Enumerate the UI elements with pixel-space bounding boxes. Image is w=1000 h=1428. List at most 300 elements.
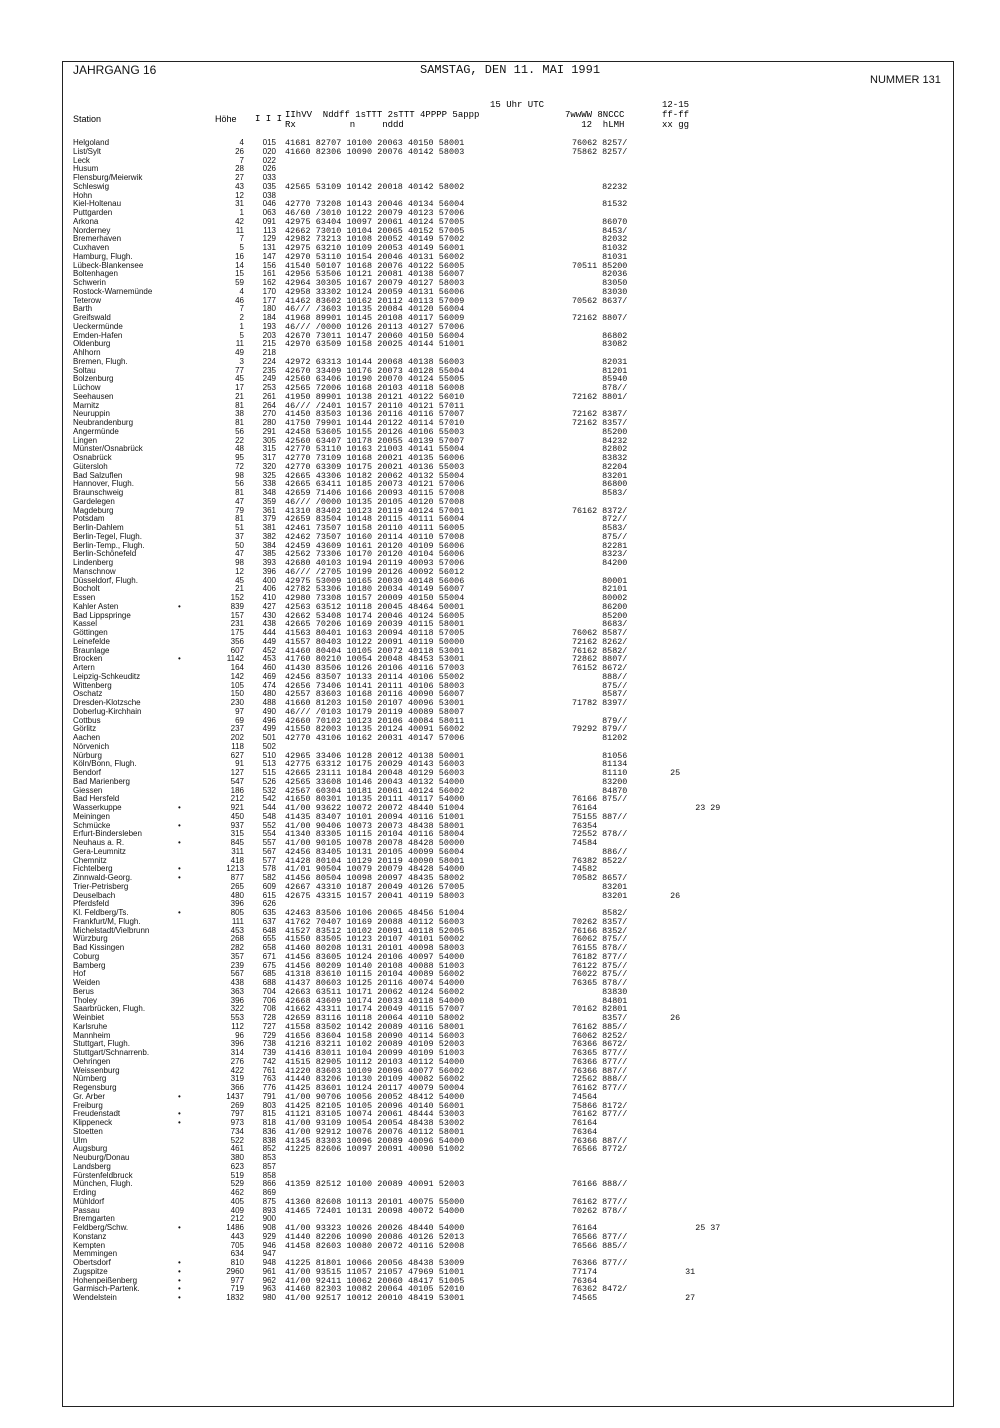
- station-height: 81: [235, 400, 244, 410]
- weather-cloud-groups: 77174: [572, 1266, 598, 1277]
- observation-groups: 42565 33608 10146 20043 40132 54000: [285, 776, 465, 787]
- station-height: 1: [239, 321, 244, 331]
- station-height: 95: [235, 453, 244, 462]
- station-height: 164: [230, 663, 244, 672]
- observation-groups: 42659 83504 10148 20115 40111 56004: [285, 514, 465, 525]
- station-height: 212: [230, 794, 244, 804]
- weather-cloud-groups: 86800: [572, 479, 628, 490]
- weather-cloud-groups: 70262 8357/: [572, 916, 628, 927]
- mountain-marker: •: [178, 1223, 181, 1232]
- station-index: 557: [262, 838, 276, 847]
- station-index: 253: [262, 383, 276, 392]
- observation-groups: 42463 83506 10106 20065 48456 51004: [285, 908, 465, 918]
- station-height: 142: [230, 671, 244, 681]
- station-name: Erding: [73, 1188, 97, 1197]
- station-height: 28: [235, 164, 244, 174]
- station-name: Doberlug-Kirchhain: [73, 706, 142, 716]
- observation-groups: 42964 30305 10167 20079 40127 58003: [285, 278, 465, 288]
- station-height: 43: [235, 181, 244, 191]
- station-index: 626: [262, 899, 276, 909]
- mountain-marker: •: [178, 1284, 181, 1294]
- table-row: [0, 690, 1000, 699]
- station-name: Bocholt: [73, 584, 100, 594]
- station-height: 7: [239, 234, 244, 244]
- station-index: 980: [262, 1293, 276, 1302]
- station-index: 035: [262, 181, 276, 191]
- station-height: 319: [230, 1074, 244, 1084]
- station-height: 105: [230, 680, 244, 690]
- station-index: 162: [262, 278, 276, 287]
- station-height: 46: [235, 295, 244, 305]
- table-row: [0, 1058, 1000, 1067]
- station-index: 803: [262, 1100, 276, 1110]
- observation-groups: 42662 53408 10174 20046 40124 56005: [285, 610, 465, 621]
- station-name: Tholey: [73, 995, 98, 1005]
- weather-cloud-groups: 86200: [572, 601, 628, 612]
- station-name: Bad Lippspringe: [73, 610, 131, 620]
- station-height: 14: [235, 260, 244, 270]
- observation-groups: 42770 53110 10163 21003 40141 55004: [285, 444, 465, 455]
- station-name: Weiden: [73, 978, 100, 987]
- table-row: [0, 1207, 1000, 1216]
- station-name: Münster/Osnabrück: [73, 444, 143, 454]
- station-name: Coburg: [73, 951, 100, 961]
- observation-groups: 41359 82512 10100 20089 40091 52003: [285, 1179, 465, 1190]
- station-height: 705: [230, 1240, 244, 1250]
- observation-groups: 42659 83116 10118 20064 40110 58002: [285, 1013, 465, 1023]
- weather-cloud-groups: 74584: [572, 838, 598, 848]
- station-name: Feldberg/Schw.: [73, 1223, 129, 1232]
- observation-groups: 41440 82206 10090 20086 40126 52013: [285, 1231, 465, 1242]
- col-observations: IIhVV Nddff 1sTTT 2sTTT 4PPPP 5appp Rx n nddd: [285, 110, 480, 130]
- table-row: [0, 638, 1000, 647]
- observation-groups: 41968 89901 10145 20108 40117 56009: [285, 313, 465, 323]
- station-name: Berlin-Tegel, Flugh.: [73, 531, 142, 541]
- station-height: 31: [235, 199, 244, 209]
- station-height: 282: [230, 943, 244, 952]
- station-name: Lübeck-Blankensee: [73, 260, 144, 270]
- observation-groups: 42975 53009 10165 20030 40148 56006: [285, 575, 465, 586]
- station-height: 56: [235, 426, 244, 436]
- station-index: 427: [262, 601, 276, 611]
- weather-cloud-groups: 83830: [572, 986, 628, 997]
- station-height: 230: [230, 698, 244, 707]
- station-name: Angermünde: [73, 426, 119, 436]
- station-height: 5: [239, 330, 244, 340]
- weather-cloud-groups: 83201: [572, 890, 628, 901]
- station-index: 496: [262, 715, 276, 725]
- station-height: 98: [235, 558, 244, 567]
- table-row: [0, 997, 1000, 1006]
- station-name: Braunlage: [73, 645, 110, 655]
- station-index: 015: [262, 138, 276, 147]
- observation-groups: 42563 63512 10118 20045 48464 50001: [285, 601, 465, 612]
- observation-groups: 41/00 92912 10076 20076 40112 58001: [285, 1126, 465, 1137]
- station-index: 400: [262, 575, 276, 585]
- weather-cloud-groups: 82204: [572, 461, 628, 472]
- station-height: 47: [235, 549, 244, 559]
- table-row: [0, 1014, 1000, 1023]
- station-index: 379: [262, 514, 276, 524]
- station-name: Deuselbach: [73, 890, 116, 900]
- mountain-marker: •: [178, 820, 181, 830]
- station-index: 156: [262, 260, 276, 270]
- station-height: 127: [230, 768, 244, 777]
- weather-cloud-groups: 76062 875//: [572, 934, 628, 945]
- station-index: 815: [262, 1109, 276, 1119]
- observation-groups: 41540 50107 10168 20076 40122 56005: [285, 260, 465, 271]
- station-height: 59: [235, 278, 244, 287]
- table-row: [0, 787, 1000, 796]
- weather-cloud-groups: 76365 878//: [572, 978, 628, 988]
- weather-cloud-groups: 76155 878//: [572, 943, 628, 953]
- station-height: 97: [235, 706, 244, 716]
- station-height: 38: [235, 409, 244, 419]
- table-row: [0, 332, 1000, 341]
- weather-cloud-groups: 76364: [572, 1126, 598, 1137]
- table-row: [0, 1233, 1000, 1242]
- weather-cloud-groups: 85200: [572, 426, 628, 437]
- weather-cloud-groups: 84801: [572, 995, 628, 1006]
- mountain-marker: •: [178, 1275, 181, 1285]
- table-row: [0, 813, 1000, 822]
- observation-groups: 42668 43609 10174 20033 40118 54000: [285, 995, 465, 1006]
- table-row: [0, 428, 1000, 437]
- observation-groups: 41656 83604 10158 20090 40114 56003: [285, 1030, 465, 1041]
- station-index: 866: [262, 1179, 276, 1189]
- station-name: Nürnberg: [73, 1074, 107, 1084]
- station-index: 554: [262, 829, 276, 839]
- observation-groups: 42461 73507 10158 20110 40111 56005: [285, 523, 465, 533]
- station-index: 853: [262, 1153, 276, 1162]
- station-index: 147: [262, 251, 276, 261]
- station-index: 893: [262, 1205, 276, 1215]
- station-index: 962: [262, 1275, 276, 1285]
- station-name: Schleswig: [73, 181, 110, 191]
- station-name: Fürstenfeldbruck: [73, 1170, 133, 1180]
- station-index: 947: [262, 1249, 276, 1259]
- station-index: 022: [262, 155, 276, 165]
- observation-groups: 41760 80210 10054 20048 48453 53001: [285, 654, 465, 665]
- station-index: 091: [262, 216, 276, 226]
- station-index: 026: [262, 164, 276, 174]
- table-row: [0, 612, 1000, 621]
- station-name: Bad Kissingen: [73, 943, 125, 952]
- station-height: 49: [235, 348, 244, 357]
- station-height: 16: [235, 251, 244, 261]
- station-index: 858: [262, 1170, 276, 1180]
- observation-groups: 46/// /3603 10135 20084 40120 56004: [285, 304, 465, 315]
- table-row: [0, 962, 1000, 971]
- observation-groups: 41225 82606 10097 20091 40090 51002: [285, 1144, 465, 1155]
- table-row: [0, 699, 1000, 708]
- station-height: 81: [235, 418, 244, 427]
- observation-groups: 41121 83105 10074 20061 48444 53003: [285, 1109, 465, 1120]
- station-name: Gütersloh: [73, 461, 108, 471]
- weather-cloud-groups: 86070: [572, 216, 628, 227]
- station-index: 706: [262, 995, 276, 1005]
- observation-groups: 41550 82003 10135 20124 40091 56002: [285, 724, 465, 735]
- observation-groups: 42965 33406 10128 20012 40138 50001: [285, 750, 465, 761]
- col-weather-cloud: 7wwWW 8NCCC 12 hLMH: [565, 110, 625, 130]
- weather-cloud-groups: 82232: [572, 181, 628, 192]
- station-height: 805: [230, 908, 244, 917]
- table-row: [0, 200, 1000, 209]
- observation-groups: 46/60 /3010 10122 20079 40123 57006: [285, 208, 465, 218]
- station-height: 567: [230, 969, 244, 979]
- weather-cloud-groups: 83030: [572, 286, 628, 297]
- table-row: [0, 542, 1000, 551]
- observation-groups: 41456 80504 10098 20097 48435 58002: [285, 873, 465, 883]
- station-height: 314: [230, 1048, 244, 1057]
- weather-cloud-groups: 84232: [572, 435, 628, 446]
- observation-groups: 42660 70102 10123 20106 40084 58011: [285, 715, 465, 726]
- station-height: 627: [230, 750, 244, 760]
- table-row: [0, 253, 1000, 262]
- station-name: München, Flugh.: [73, 1179, 133, 1189]
- station-index: 685: [262, 969, 276, 979]
- observation-groups: 42665 43306 10182 20062 40132 55004: [285, 470, 465, 481]
- station-name: Lingen: [73, 435, 98, 445]
- observation-groups: 41360 82608 10113 20101 40075 55000: [285, 1196, 465, 1207]
- table-row: [0, 760, 1000, 769]
- observation-groups: 41450 83503 10136 20116 40116 57007: [285, 409, 465, 420]
- table-row: [0, 1145, 1000, 1154]
- date-label: SAMSTAG, DEN 11. MAI 1991: [420, 63, 601, 77]
- table-row: [0, 1189, 1000, 1198]
- station-name: Leck: [73, 155, 90, 165]
- station-name: Kempten: [73, 1240, 106, 1250]
- table-row: [0, 340, 1000, 349]
- observation-groups: 42462 73507 10160 20114 40110 57008: [285, 531, 465, 542]
- station-name: Hohenpeißenberg: [73, 1275, 138, 1285]
- station-index: 963: [262, 1284, 276, 1294]
- station-name: Nörvenich: [73, 741, 110, 751]
- station-index: 578: [262, 864, 276, 874]
- station-index: 385: [262, 549, 276, 559]
- station-index: 852: [262, 1144, 276, 1154]
- table-row: [0, 1067, 1000, 1076]
- weather-cloud-groups: 71782 8397/: [572, 698, 628, 708]
- station-height: 51: [235, 523, 244, 532]
- station-index: 544: [262, 803, 276, 812]
- station-height: 69: [235, 715, 244, 725]
- weather-cloud-groups: 76122 875//: [572, 960, 628, 971]
- table-row: [0, 533, 1000, 542]
- mountain-marker: •: [178, 873, 181, 882]
- table-row: [0, 209, 1000, 218]
- station-height: 2: [239, 313, 244, 322]
- station-index: 177: [262, 295, 276, 305]
- station-name: Ulm: [73, 1135, 88, 1145]
- observation-groups: 42956 53506 10121 20081 40138 56007: [285, 269, 465, 280]
- table-row: [0, 1259, 1000, 1268]
- station-index: 280: [262, 418, 276, 427]
- station-name: Klippeneck: [73, 1118, 113, 1127]
- station-index: 474: [262, 680, 276, 690]
- station-name: Marnitz: [73, 400, 100, 410]
- station-name: Hamburg, Flugh.: [73, 251, 133, 261]
- table-row: [0, 498, 1000, 507]
- weather-cloud-groups: 76062 8587/: [572, 628, 628, 638]
- weather-cloud-groups: 76162 8582/: [572, 645, 628, 656]
- station-height: 322: [230, 1004, 244, 1014]
- observation-groups: 41456 80209 10140 20108 40088 51003: [285, 960, 465, 971]
- station-index: 460: [262, 663, 276, 672]
- weather-cloud-groups: 76166 8352/: [572, 925, 628, 936]
- station-height: 607: [230, 645, 244, 655]
- table-row: [0, 489, 1000, 498]
- table-row: [0, 1215, 1000, 1224]
- station-index: 129: [262, 234, 276, 244]
- observation-groups: 42770 63309 10175 20021 40136 55003: [285, 461, 465, 472]
- station-index: 361: [262, 505, 276, 515]
- station-index: 224: [262, 356, 276, 366]
- station-name: Stuttgart, Flugh.: [73, 1039, 130, 1049]
- station-height: 72: [235, 461, 244, 471]
- observation-groups: 42975 63210 10109 20053 40149 56001: [285, 243, 465, 253]
- mountain-marker: •: [178, 803, 181, 812]
- station-index: 410: [262, 593, 276, 602]
- col-gusts: ff-ff xx gg: [662, 110, 690, 130]
- weather-cloud-groups: 872//: [572, 514, 628, 525]
- station-index: 113: [263, 225, 276, 235]
- station-name: Bad Hersfeld: [73, 794, 120, 804]
- table-row: [0, 1075, 1000, 1084]
- station-name: Augsburg: [73, 1144, 108, 1154]
- table-row: [0, 507, 1000, 516]
- observation-groups: 41660 81203 10150 20107 40096 53001: [285, 698, 465, 708]
- weather-cloud-groups: 82802: [572, 444, 628, 455]
- table-row: [0, 655, 1000, 664]
- station-height: 12: [235, 190, 244, 200]
- station-index: 577: [262, 855, 276, 865]
- weather-cloud-groups: 75862 8257/: [572, 146, 628, 157]
- table-row: [0, 174, 1000, 183]
- station-height: 5: [239, 243, 244, 252]
- station-index: 063: [262, 208, 276, 217]
- station-index: 384: [262, 540, 276, 550]
- station-index: 948: [262, 1258, 276, 1267]
- station-height: 79: [235, 505, 244, 515]
- station-index: 526: [262, 776, 276, 786]
- observation-groups: 41416 83011 10104 20099 40109 51003: [285, 1048, 465, 1058]
- station-name: Hohn: [73, 190, 93, 200]
- station-index: 658: [262, 943, 276, 952]
- observation-groups: 41310 83402 10123 20119 40124 57001: [285, 505, 465, 516]
- station-height: 2960: [226, 1266, 244, 1276]
- weather-cloud-groups: 76162 877//: [572, 1083, 628, 1093]
- weather-cloud-groups: 72162 8807/: [572, 313, 628, 323]
- observation-groups: 42458 53605 10155 20126 40106 55003: [285, 426, 465, 437]
- station-height: 81: [235, 488, 244, 497]
- station-index: 648: [262, 925, 276, 935]
- station-index: 738: [262, 1039, 276, 1049]
- station-height: 357: [230, 951, 244, 961]
- station-name: Hannover, Flugh.: [73, 479, 134, 489]
- station-index: 215: [262, 339, 276, 349]
- station-name: Manschnow: [73, 566, 116, 576]
- station-name: Gr. Arber: [73, 1091, 106, 1101]
- gust-values: 25: [655, 768, 681, 778]
- station-height: 157: [230, 610, 244, 620]
- station-name: Freudenstadt: [73, 1109, 121, 1119]
- weather-cloud-groups: 76164: [572, 803, 598, 813]
- observation-groups: 41456 83605 10124 20106 40097 54000: [285, 951, 465, 962]
- station-name: Bolzenburg: [73, 374, 114, 384]
- station-name: Wittenberg: [73, 680, 112, 690]
- weather-cloud-groups: 76354: [572, 820, 598, 831]
- observation-groups: 41435 83407 10101 20094 40116 51001: [285, 811, 465, 822]
- observation-groups: 41/00 92517 10012 20010 48419 53001: [285, 1293, 465, 1303]
- observation-groups: 42567 60304 10181 20061 40124 56002: [285, 785, 465, 796]
- station-name: Lüchow: [73, 383, 101, 392]
- station-height: 1832: [226, 1293, 244, 1302]
- table-row: [0, 857, 1000, 866]
- table-row: [0, 1172, 1000, 1181]
- gust-values: 26: [655, 890, 681, 901]
- station-height: 453: [230, 925, 244, 935]
- weather-cloud-groups: 70162 82801: [572, 1004, 628, 1015]
- station-height: 21: [235, 584, 244, 594]
- station-index: 609: [262, 881, 276, 891]
- weather-cloud-groups: 72162 8357/: [572, 418, 628, 428]
- table-row: [0, 708, 1000, 717]
- table-row: [0, 1285, 1000, 1294]
- issue-number: NUMMER 131: [870, 74, 941, 86]
- station-height: 405: [230, 1196, 244, 1206]
- table-row: [0, 979, 1000, 988]
- weather-cloud-groups: 875//: [572, 531, 628, 542]
- station-height: 15: [235, 269, 244, 279]
- table-row: [0, 1049, 1000, 1058]
- station-index: 452: [262, 645, 276, 655]
- station-height: 519: [230, 1170, 244, 1180]
- station-index: 170: [262, 286, 276, 296]
- station-index: 655: [262, 934, 276, 944]
- observation-groups: 42665 63411 10185 20073 40121 57006: [285, 479, 465, 490]
- station-name: Karlsruhe: [73, 1021, 108, 1031]
- station-index: 249: [262, 374, 276, 384]
- station-height: 396: [230, 1039, 244, 1049]
- table-row: [0, 725, 1000, 734]
- station-index: 510: [262, 750, 276, 760]
- station-index: 708: [262, 1004, 276, 1014]
- table-row: [0, 402, 1000, 411]
- station-height: 522: [230, 1135, 244, 1145]
- station-height: 7: [239, 304, 244, 314]
- weather-cloud-groups: 81134: [572, 759, 628, 770]
- station-index: 396: [262, 566, 276, 576]
- station-height: 315: [230, 829, 244, 839]
- observation-groups: 41681 82707 10100 20063 40150 58001: [285, 138, 465, 148]
- table-row: [0, 454, 1000, 463]
- station-name: Kl. Feldberg/Ts.: [73, 908, 129, 917]
- station-name: Würzburg: [73, 934, 108, 944]
- station-name: Teterow: [73, 295, 102, 305]
- table-row: [0, 244, 1000, 253]
- station-name: Saarbrücken, Flugh.: [73, 1004, 146, 1014]
- station-name: Rostock-Warnemünde: [73, 286, 153, 296]
- station-name: Leinefelde: [73, 636, 110, 646]
- observation-groups: 42560 63407 10178 20055 40139 57007: [285, 435, 465, 446]
- station-name: Obertsdorf: [73, 1258, 111, 1267]
- station-index: 338: [262, 479, 276, 489]
- station-name: Helgoland: [73, 138, 110, 147]
- gust-values: 25 37: [655, 1223, 721, 1233]
- weather-cloud-groups: 76152 8672/: [572, 663, 628, 673]
- station-index: 513: [262, 759, 276, 769]
